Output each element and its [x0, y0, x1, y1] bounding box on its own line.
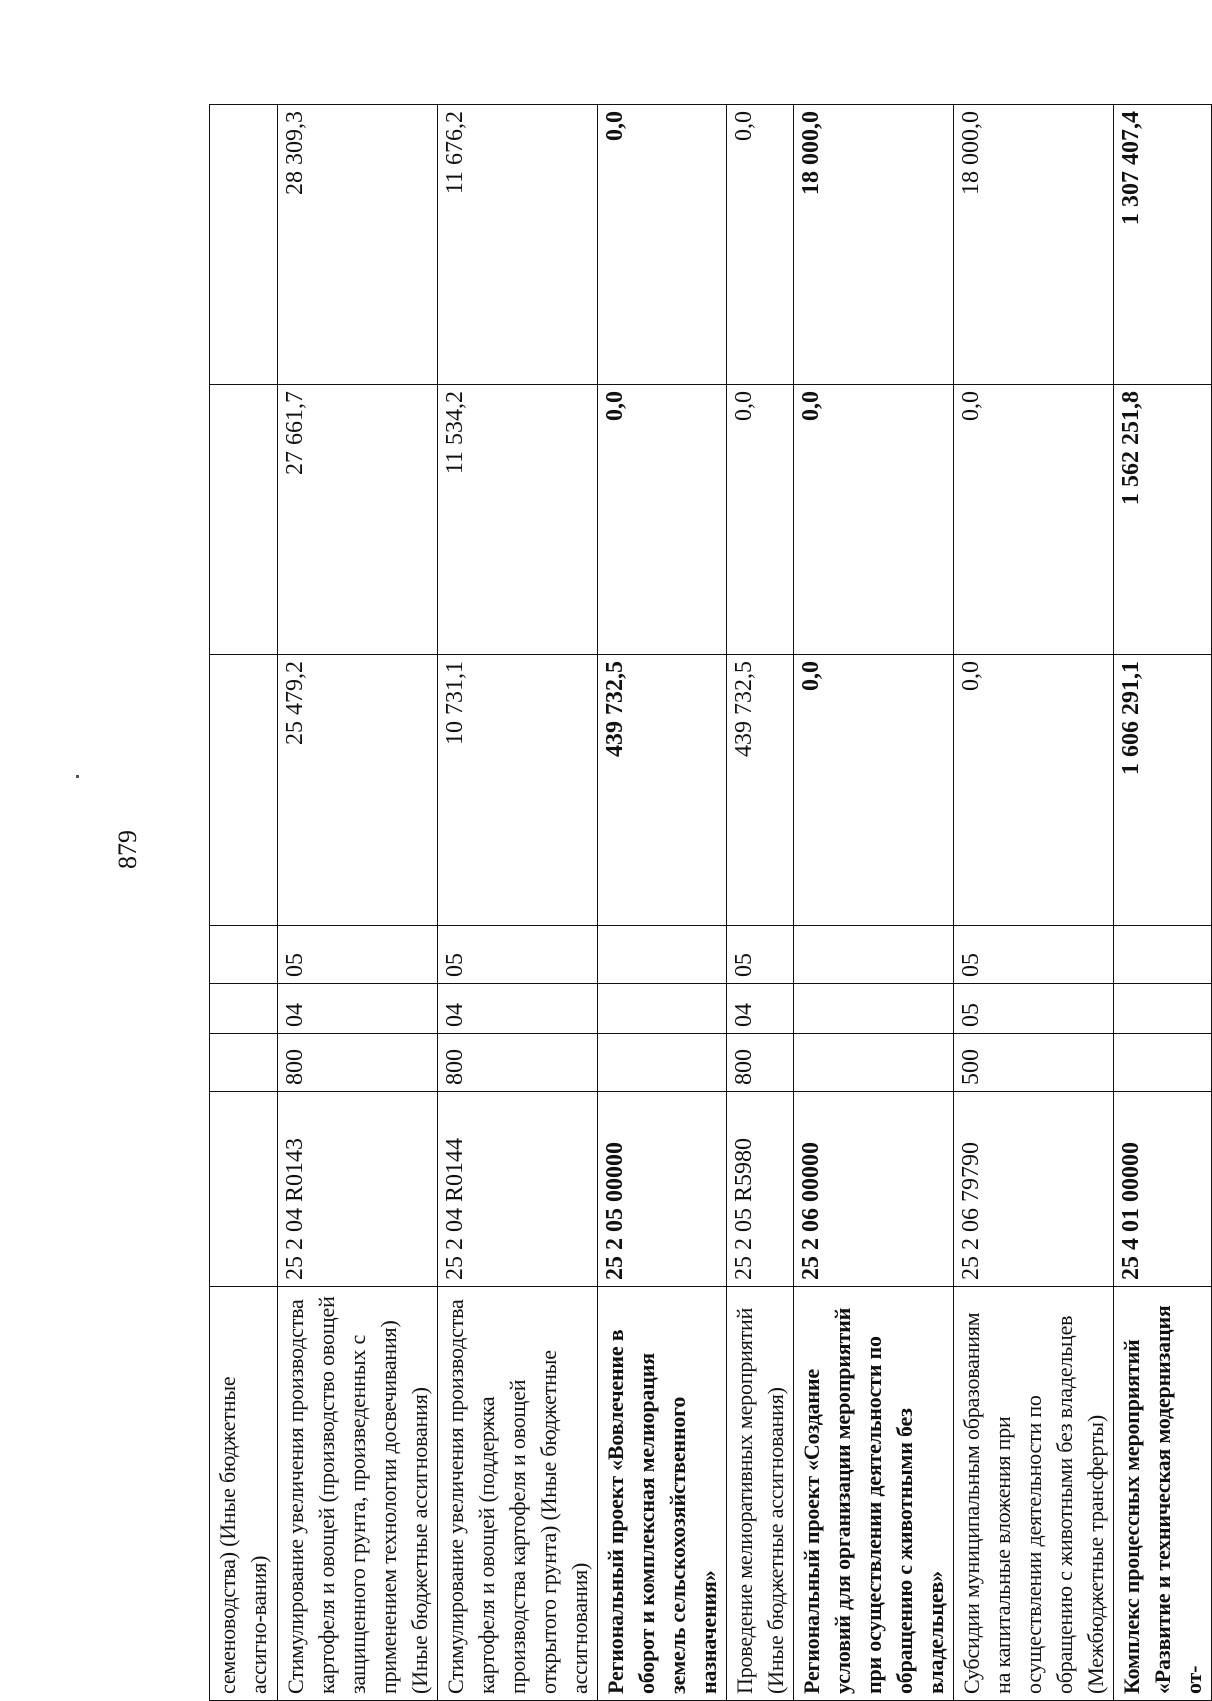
amount-year2-cell: 27 661,7: [278, 385, 438, 655]
amount-year1-cell: 0,0: [794, 655, 954, 926]
section-cell: 04: [278, 984, 438, 1034]
table-row: [210, 105, 278, 1701]
table-row: [438, 105, 598, 1701]
amount-year1-cell: 0,0: [954, 655, 1114, 926]
row-name-cell: Региональный проект «Создание условий для организации мероприятий при осуществлении деятельности по обращению с животными без владельцев»: [794, 1287, 954, 1701]
row-name-cell: Стимулирование увеличения производства картофеля и овощей (поддержка производства картофеля и овощей открытого грунта) (Иные бюджетные ассигнования): [438, 1287, 598, 1701]
rotated-table-wrapper: [209, 105, 1206, 1701]
target-code-cell: 25 2 05 R5980: [727, 1092, 794, 1287]
subsection-cell: 05: [438, 926, 598, 984]
amount-year2-cell: 11 534,2: [438, 385, 598, 655]
amount-year1-cell: 25 479,2: [278, 655, 438, 926]
subsection-cell: [210, 926, 278, 984]
amount-year2-cell: 0,0: [727, 385, 794, 655]
section-cell: 05: [954, 984, 1114, 1034]
amount-year1-cell: 10 731,1: [438, 655, 598, 926]
target-code-cell: 25 2 05 00000: [598, 1092, 727, 1287]
subsection-cell: [598, 926, 727, 984]
table-row: [1114, 105, 1212, 1701]
amount-year1-cell: 439 732,5: [727, 655, 794, 926]
subsection-cell: 05: [727, 926, 794, 984]
amount-year2-cell: 0,0: [598, 385, 727, 655]
table-row: [727, 105, 794, 1701]
amount-year3-cell: 11 676,2: [438, 105, 598, 385]
amount-year2-cell: [210, 385, 278, 655]
amount-year3-cell: 0,0: [598, 105, 727, 385]
amount-year3-cell: [210, 105, 278, 385]
expense-type-cell: 800: [438, 1034, 598, 1092]
amount-year3-cell: 1 307 407,4: [1114, 105, 1212, 385]
target-code-cell: 25 2 04 R0143: [278, 1092, 438, 1287]
subsection-cell: [794, 926, 954, 984]
row-name-cell: Субсидии муниципальным образованиям на капитальные вложения при осуществлении деятельности по обращению с животными без владельцев (Межбюджетные трансферты): [954, 1287, 1114, 1701]
budget-table: [209, 104, 1212, 1701]
target-code-cell: 25 2 04 R0144: [438, 1092, 598, 1287]
section-cell: [210, 984, 278, 1034]
amount-year1-cell: [210, 655, 278, 926]
amount-year3-cell: 0,0: [727, 105, 794, 385]
expense-type-cell: [598, 1034, 727, 1092]
subsection-cell: 05: [278, 926, 438, 984]
section-cell: 04: [727, 984, 794, 1034]
amount-year2-cell: 0,0: [794, 385, 954, 655]
amount-year1-cell: 1 606 291,1: [1114, 655, 1212, 926]
row-name-cell: Комплекс процессных мероприятий «Развитие и техническая модернизация от-: [1114, 1287, 1212, 1701]
expense-type-cell: 500: [954, 1034, 1114, 1092]
expense-type-cell: [1114, 1034, 1212, 1092]
expense-type-cell: 800: [727, 1034, 794, 1092]
table-row: [954, 105, 1114, 1701]
expense-type-cell: [210, 1034, 278, 1092]
expense-type-cell: [794, 1034, 954, 1092]
amount-year2-cell: 1 562 251,8: [1114, 385, 1212, 655]
subsection-cell: [1114, 926, 1212, 984]
amount-year2-cell: 0,0: [954, 385, 1114, 655]
expense-type-cell: 800: [278, 1034, 438, 1092]
target-code-cell: 25 4 01 00000: [1114, 1092, 1212, 1287]
row-name-cell: Региональный проект «Вовлечение в оборот и комплексная мелиорация земель сельскохозяйственного назначения»: [598, 1287, 727, 1701]
subsection-cell: 05: [954, 926, 1114, 984]
row-name-cell: Стимулирование увеличения производства картофеля и овощей (производство овощей защищенного грунта, произведенных с применением технологии досвечивания) (Иные бюджетные ассигнования): [278, 1287, 438, 1701]
table-row: [598, 105, 727, 1701]
scan-speck: [76, 775, 79, 778]
table-row: [278, 105, 438, 1701]
section-cell: [794, 984, 954, 1034]
section-cell: [598, 984, 727, 1034]
target-code-cell: 25 2 06 79790: [954, 1092, 1114, 1287]
amount-year3-cell: 18 000,0: [794, 105, 954, 385]
page-number: 879: [113, 830, 142, 869]
row-name-cell: Проведение мелиоративных мероприятий (Иные бюджетные ассигнования): [727, 1287, 794, 1701]
amount-year1-cell: 439 732,5: [598, 655, 727, 926]
target-code-cell: 25 2 06 00000: [794, 1092, 954, 1287]
amount-year3-cell: 18 000,0: [954, 105, 1114, 385]
section-cell: 04: [438, 984, 598, 1034]
section-cell: [1114, 984, 1212, 1034]
table-row: [794, 105, 954, 1701]
row-name-cell: семеноводства) (Иные бюджетные ассигно-вания): [210, 1287, 278, 1701]
amount-year3-cell: 28 309,3: [278, 105, 438, 385]
target-code-cell: [210, 1092, 278, 1287]
